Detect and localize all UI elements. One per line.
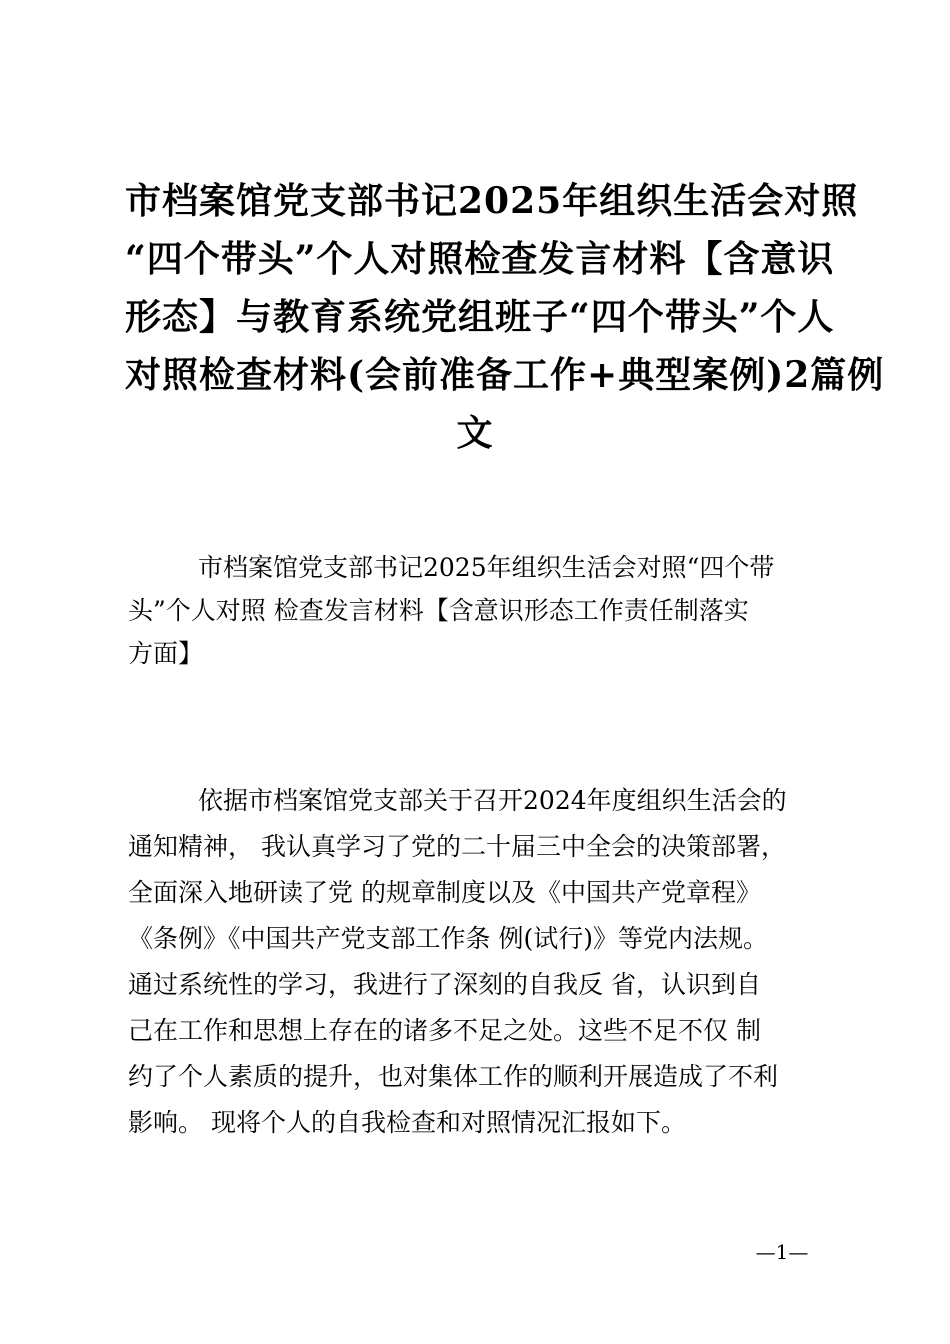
body-line: 《条例》《中国共产党支部工作条 例(试行)》等党内法规。 bbox=[128, 924, 768, 953]
title-line: 文 bbox=[456, 412, 494, 454]
subheading-line: 市档案馆党支部书记2025年组织生活会对照“四个带 bbox=[198, 553, 775, 582]
body-line: 影响。 现将个人的自我检查和对照情况汇报如下。 bbox=[128, 1108, 686, 1137]
title-line: 对照检查材料(会前准备工作+典型案例)2篇例 bbox=[125, 354, 885, 396]
body-line: 依据市档案馆党支部关于召开2024年度组织生活会的 bbox=[198, 786, 787, 815]
body-line: 通知精神， 我认真学习了党的二十届三中全会的决策部署， bbox=[128, 832, 786, 861]
body-line: 通过系统性的学习，我进行了深刻的自我反 省，认识到自 bbox=[128, 970, 761, 999]
body-paragraph bbox=[128, 778, 833, 1146]
document-title bbox=[125, 172, 885, 462]
body-line: 全面深入地研读了党 的规章制度以及《中国共产党章程》 bbox=[128, 878, 761, 907]
subheading-line: 头”个人对照 检查发言材料【含意识形态工作责任制落实 bbox=[128, 596, 749, 625]
page-number: —1— bbox=[755, 1240, 809, 1264]
body-line: 约了个人素质的提升，也对集体工作的顺利开展造成了不利 bbox=[128, 1062, 779, 1091]
subheading-line: 方面】 bbox=[128, 639, 204, 668]
title-line: “四个带头”个人对照检查发言材料【含意识 bbox=[125, 238, 835, 280]
body-line: 己在工作和思想上存在的诸多不足之处。这些不足不仅 制 bbox=[128, 1016, 761, 1045]
section-subheading bbox=[128, 546, 828, 675]
title-line: 形态】与教育系统党组班子“四个带头”个人 bbox=[125, 296, 835, 338]
title-line: 市档案馆党支部书记2025年组织生活会对照 bbox=[125, 180, 859, 222]
